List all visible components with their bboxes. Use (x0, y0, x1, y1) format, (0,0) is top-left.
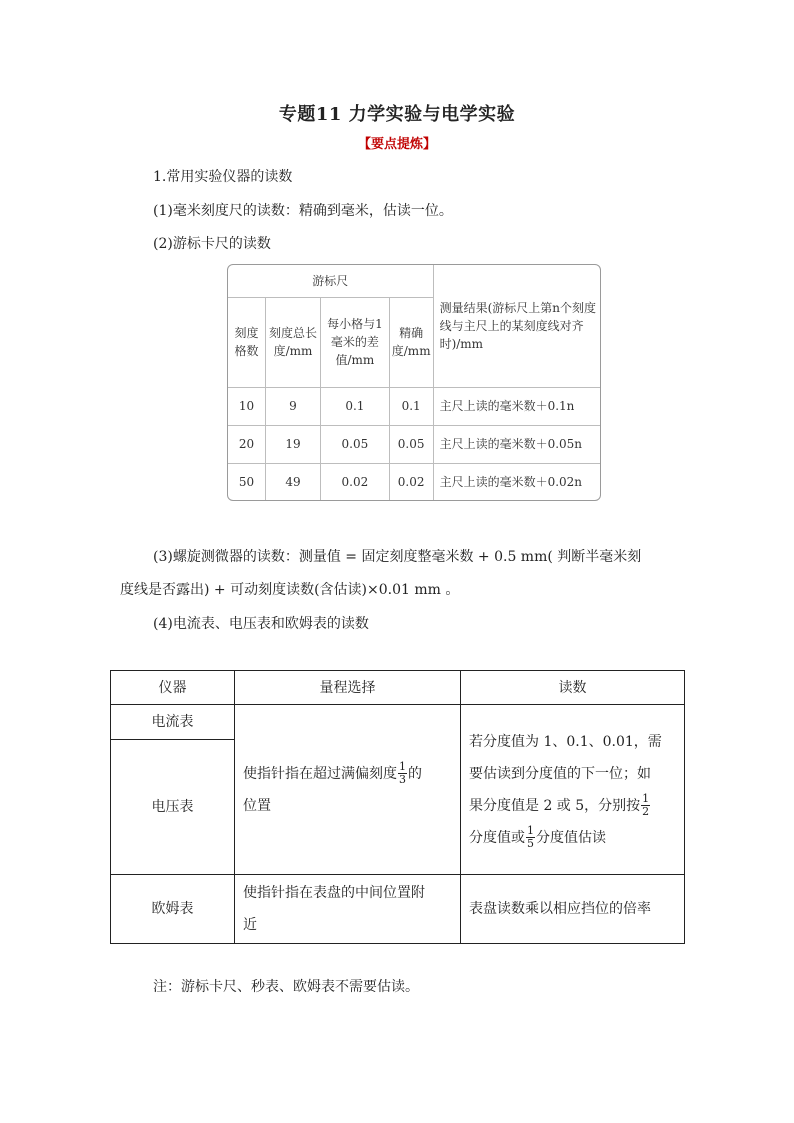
cell-range-ammeter-voltmeter: 使指针指在超过满偏刻度 $\frac{1}{3}$ 的 位置 (235, 705, 461, 875)
paragraph-meters: (4)电流表、电压表和欧姆表的读数 (153, 616, 369, 632)
header-total-length: 刻度总长度/mm (265, 297, 320, 387)
header-instrument: 仪器 (111, 671, 235, 705)
header-vernier-scale: 游标尺 (228, 265, 433, 297)
header-reading: 读数 (461, 671, 685, 705)
paragraph-vernier: (2)游标卡尺的读数 (153, 236, 271, 252)
header-measurement-result: 测量结果(游标尺上第n个刻度线与主尺上的某刻度线对齐时)/mm (433, 265, 600, 387)
table-row: 20 19 0.05 0.05 主尺上读的毫米数＋0.05n (228, 425, 600, 463)
cell-ammeter: 电流表 (111, 705, 235, 739)
header-divisions: 刻度格数 (228, 297, 265, 387)
paragraph-ruler: (1)毫米刻度尺的读数：精确到毫米，估读一位。 (153, 203, 453, 219)
header-range-selection: 量程选择 (235, 671, 461, 705)
paragraph-micrometer-line2: 度线是否露出) + 可动刻度读数(含估读)×0.01 mm 。 (120, 582, 460, 598)
cell-range-ohmmeter: 使指针指在表盘的中间位置附 近 (235, 875, 461, 944)
header-difference: 每小格与1毫米的差值/mm (321, 297, 390, 387)
fraction-one-third: $\frac{1}{3}$ (399, 760, 406, 787)
cell-voltmeter: 电压表 (111, 739, 235, 875)
cell-reading-ohmmeter: 表盘读数乘以相应挡位的倍率 (461, 875, 685, 944)
meters-table (110, 670, 685, 944)
cell-reading-ammeter-voltmeter: 若分度值为 1、0.1、0.01，需 要估读到分度值的下一位；如 果分度值是 2 或 5，分别按 $\frac{1}{2}$ 分度值或 $\frac{1}{5}$ 分度值估读 (461, 705, 685, 875)
header-precision: 精确度/mm (389, 297, 433, 387)
cell-ohmmeter: 欧姆表 (111, 875, 235, 944)
vernier-table (227, 264, 601, 501)
section-tag: 【要点提炼】 (357, 137, 436, 152)
page-title: 专题11 力学实验与电学实验 (278, 104, 516, 125)
note: 注：游标卡尺、秒表、欧姆表不需要估读。 (153, 979, 419, 995)
paragraph-common-instruments: 1.常用实验仪器的读数 (153, 169, 293, 185)
fraction-one-half: $\frac{1}{2}$ (642, 792, 650, 819)
table-row: 50 49 0.02 0.02 主尺上读的毫米数＋0.02n (228, 463, 600, 500)
fraction-one-fifth: $\frac{1}{5}$ (527, 824, 534, 851)
paragraph-micrometer-line1: (3)螺旋测微器的读数：测量值 = 固定刻度整毫米数 + 0.5 mm( 判断半毫米刻 (153, 549, 642, 565)
table-row: 10 9 0.1 0.1 主尺上读的毫米数＋0.1n (228, 387, 600, 425)
